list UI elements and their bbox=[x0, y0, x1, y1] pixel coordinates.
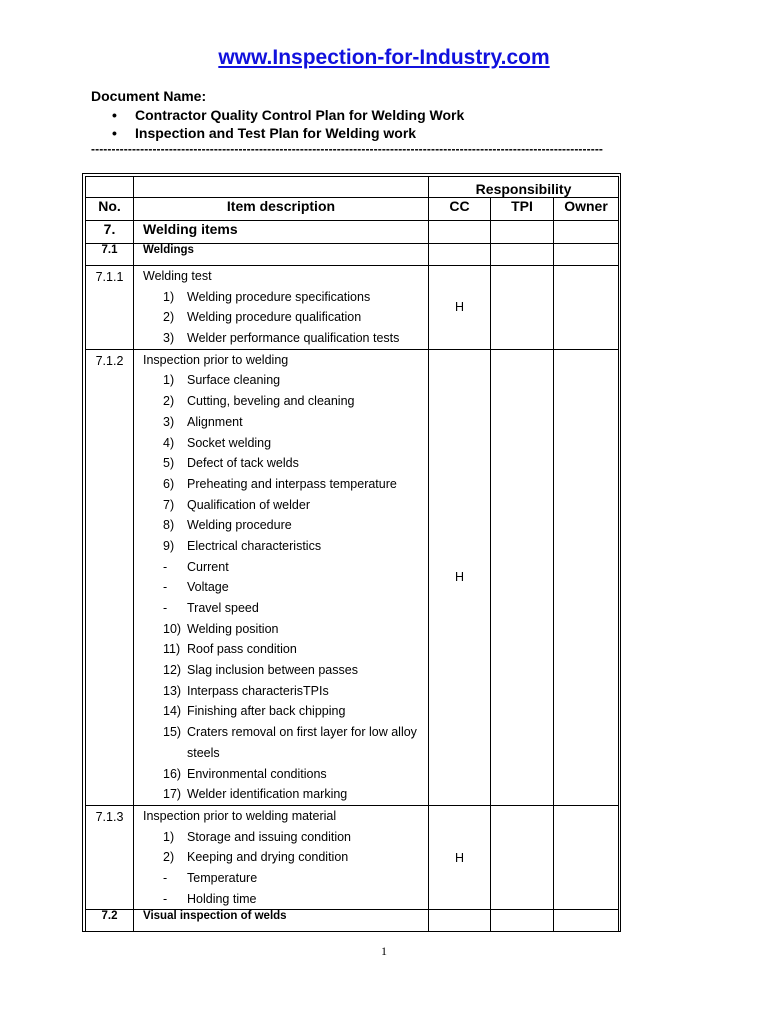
tpi-cell bbox=[491, 910, 554, 932]
item-sub-number: 1) bbox=[163, 829, 175, 844]
item-sub-number: 15) bbox=[163, 725, 182, 740]
item-sub-number: - bbox=[163, 891, 168, 906]
item-sub-line bbox=[143, 307, 428, 328]
item-sub-line bbox=[143, 743, 428, 764]
cc-cell bbox=[429, 244, 491, 266]
item-sub-text: Holding time bbox=[187, 891, 257, 906]
item-sub-text: Craters removal on first layer for low alloy bbox=[187, 725, 417, 740]
owner-cell bbox=[554, 805, 619, 909]
item-sub-line bbox=[143, 784, 428, 805]
header-item-description: Item description bbox=[134, 198, 429, 221]
item-sub-number: 1) bbox=[163, 373, 175, 388]
item-sub-line bbox=[143, 660, 428, 681]
item-sub-text: Surface cleaning bbox=[187, 373, 281, 388]
item-sub-number: 9) bbox=[163, 538, 175, 553]
owner-cell bbox=[554, 244, 619, 266]
tpi-cell bbox=[491, 349, 554, 805]
tpi-cell bbox=[491, 805, 554, 909]
item-sub-text: Finishing after back chipping bbox=[187, 704, 346, 719]
item-sub-line bbox=[143, 827, 428, 848]
item-sub-line bbox=[143, 681, 428, 702]
item-sub-number: 6) bbox=[163, 476, 175, 491]
table-row bbox=[86, 910, 619, 932]
header-no: No. bbox=[86, 198, 134, 221]
table-header-row bbox=[86, 198, 619, 221]
header-cc: CC bbox=[429, 198, 491, 221]
item-sub-line bbox=[143, 474, 428, 495]
item-sub-number: 1) bbox=[163, 289, 175, 304]
table-header-row bbox=[86, 177, 619, 198]
item-sub-number: - bbox=[163, 580, 168, 595]
item-sub-text: Travel speed bbox=[187, 601, 259, 615]
item-sub-text: Alignment bbox=[187, 414, 243, 429]
table-row bbox=[86, 221, 619, 244]
table-row bbox=[86, 266, 619, 350]
item-sub-text: Preheating and interpass temperature bbox=[187, 476, 397, 491]
cc-cell: H bbox=[429, 266, 491, 350]
item-sub-line bbox=[143, 868, 428, 889]
subsection-title: Weldings bbox=[134, 244, 429, 266]
item-sub-text: Defect of tack welds bbox=[187, 456, 299, 471]
header-responsibility: Responsibility bbox=[429, 177, 619, 198]
table-row bbox=[86, 349, 619, 805]
separator-line: ----------------------------------------------------------------------------------------------------------------------------- bbox=[91, 142, 604, 156]
item-sub-line bbox=[143, 577, 428, 598]
subsection-number: 7.1 bbox=[86, 244, 134, 266]
subsection-number: 7.2 bbox=[86, 910, 134, 932]
item-number: 7.1.1 bbox=[86, 266, 134, 350]
item-sub-line bbox=[143, 557, 428, 578]
cc-cell: H bbox=[429, 349, 491, 805]
item-sub-number: 13) bbox=[163, 683, 182, 698]
item-sub-text: Cutting, beveling and cleaning bbox=[187, 394, 355, 409]
item-sub-text: Voltage bbox=[187, 580, 229, 595]
item-sub-text: Welder identification marking bbox=[187, 787, 348, 802]
item-number: 7.1.3 bbox=[86, 805, 134, 909]
item-sub-line bbox=[143, 328, 428, 349]
item-sub-text: Interpass characterisTPIs bbox=[187, 683, 329, 698]
item-number: 7.1.2 bbox=[86, 349, 134, 805]
item-sub-text: Welding position bbox=[187, 621, 279, 636]
item-sub-line bbox=[143, 639, 428, 660]
item-sub-text: Welder performance qualification tests bbox=[187, 331, 400, 346]
item-sub-text: Keeping and drying condition bbox=[187, 850, 349, 865]
item-sub-number: - bbox=[163, 870, 168, 885]
table-row bbox=[86, 805, 619, 909]
item-sub-text: Slag inclusion between passes bbox=[187, 663, 358, 678]
cc-cell bbox=[429, 221, 491, 244]
header-blank bbox=[86, 177, 134, 198]
item-sub-text: Roof pass condition bbox=[187, 642, 297, 657]
item-sub-number: 5) bbox=[163, 456, 175, 471]
item-title: Inspection prior to welding material bbox=[143, 808, 337, 823]
item-sub-text: steels bbox=[187, 745, 220, 760]
item-sub-number: 17) bbox=[163, 787, 182, 802]
item-sub-line bbox=[143, 701, 428, 722]
document-name-label: Document Name: bbox=[91, 88, 207, 104]
item-sub-text: Welding procedure qualification bbox=[187, 310, 362, 325]
subsection-title: Visual inspection of welds bbox=[134, 910, 429, 932]
section-title: Welding items bbox=[134, 221, 429, 244]
owner-cell bbox=[554, 349, 619, 805]
table-row bbox=[86, 244, 619, 266]
item-sub-text: Qualification of welder bbox=[187, 497, 310, 512]
item-title: Welding test bbox=[143, 269, 212, 283]
item-sub-line bbox=[143, 412, 428, 433]
site-link[interactable]: www.Inspection-for-Industry.com bbox=[218, 46, 550, 69]
item-sub-line bbox=[143, 764, 428, 785]
item-sub-text: Socket welding bbox=[187, 435, 272, 450]
item-sub-line bbox=[143, 598, 428, 619]
header-tpi: TPI bbox=[491, 198, 554, 221]
item-sub-number: 4) bbox=[163, 435, 175, 450]
item-sub-number: 14) bbox=[163, 704, 182, 719]
item-sub-number: 10) bbox=[163, 621, 182, 636]
item-sub-line bbox=[143, 495, 428, 516]
item-description bbox=[134, 805, 429, 909]
item-sub-text: Current bbox=[187, 559, 229, 574]
cc-cell: H bbox=[429, 805, 491, 909]
item-sub-number: 8) bbox=[163, 518, 175, 533]
item-sub-line bbox=[143, 370, 428, 391]
item-sub-text: Storage and issuing condition bbox=[187, 829, 352, 844]
item-sub-line bbox=[143, 722, 428, 743]
document-name-item: • Contractor Quality Control Plan for Welding Work bbox=[112, 106, 464, 124]
section-number: 7. bbox=[86, 221, 134, 244]
tpi-cell bbox=[491, 244, 554, 266]
item-sub-text: Welding procedure bbox=[187, 518, 292, 533]
item-sub-line bbox=[143, 433, 428, 454]
item-sub-number: 16) bbox=[163, 766, 182, 781]
item-sub-text: Environmental conditions bbox=[187, 766, 327, 781]
tpi-cell bbox=[491, 266, 554, 350]
owner-cell bbox=[554, 266, 619, 350]
header-owner: Owner bbox=[554, 198, 619, 221]
item-sub-number: 3) bbox=[163, 331, 175, 346]
document-name-list bbox=[112, 106, 464, 142]
item-sub-line bbox=[143, 287, 428, 308]
owner-cell bbox=[554, 910, 619, 932]
owner-cell bbox=[554, 221, 619, 244]
tpi-cell bbox=[491, 221, 554, 244]
header-blank bbox=[134, 177, 429, 198]
item-sub-text: Temperature bbox=[187, 870, 258, 885]
item-title: Inspection prior to welding bbox=[143, 352, 289, 367]
item-sub-text: Electrical characteristics bbox=[187, 538, 322, 553]
item-sub-number: 11) bbox=[163, 642, 181, 657]
item-sub-number: 7) bbox=[163, 497, 175, 512]
page-number: 1 bbox=[381, 944, 387, 958]
inspection-test-plan-table bbox=[85, 176, 619, 932]
document-name-item: • Inspection and Test Plan for Welding work bbox=[112, 124, 464, 142]
item-description bbox=[134, 266, 429, 350]
item-sub-number: 12) bbox=[163, 663, 182, 678]
item-sub-number: 2) bbox=[163, 394, 175, 409]
item-sub-line bbox=[143, 619, 428, 640]
item-sub-number: 2) bbox=[163, 310, 175, 325]
item-sub-line bbox=[143, 536, 428, 557]
item-sub-number: - bbox=[163, 601, 168, 615]
item-sub-line bbox=[143, 847, 428, 868]
item-sub-line bbox=[143, 889, 428, 910]
item-description bbox=[134, 349, 429, 805]
item-sub-text: Welding procedure specifications bbox=[187, 289, 371, 304]
item-sub-number: 2) bbox=[163, 850, 175, 865]
item-sub-line bbox=[143, 391, 428, 412]
item-sub-number: 3) bbox=[163, 414, 175, 429]
cc-cell bbox=[429, 910, 491, 932]
item-sub-line bbox=[143, 453, 428, 474]
item-sub-line bbox=[143, 515, 428, 536]
item-sub-number: - bbox=[163, 559, 168, 574]
